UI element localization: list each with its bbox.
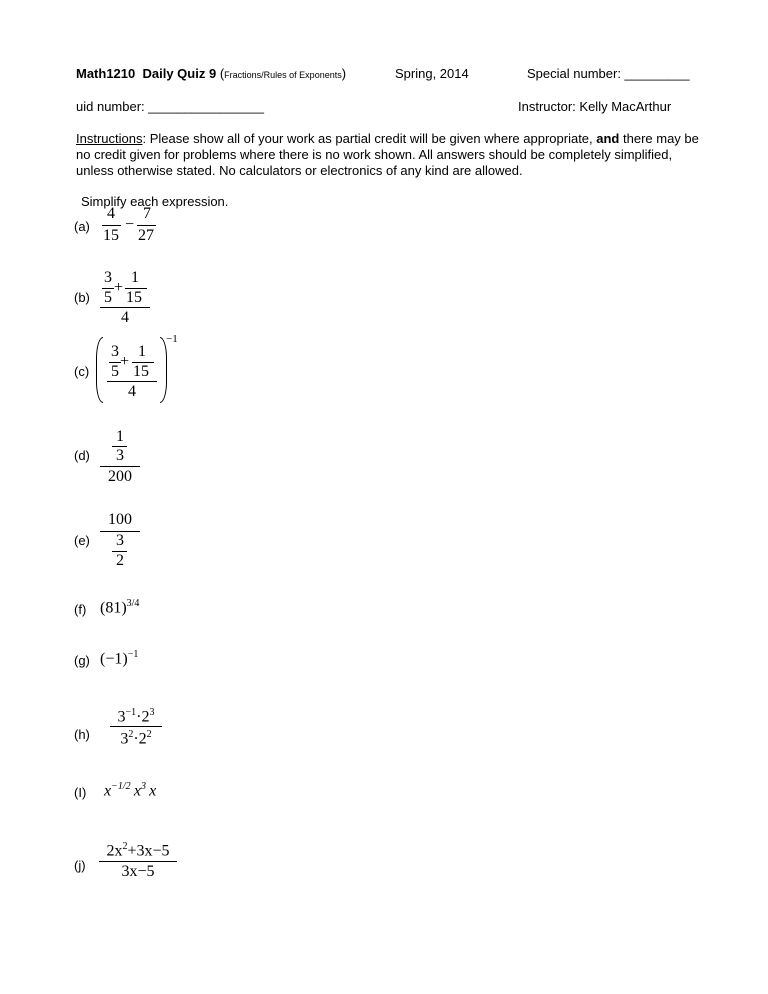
course-code: Math1210 — [76, 66, 136, 81]
problem-e-den1: 2 — [116, 552, 124, 569]
problem-i-label: (I) — [74, 785, 87, 800]
instructions-text-a: : Please show all of your work as partial credit will be given where appropriate, — [142, 131, 597, 146]
problem-d-label: (d) — [74, 448, 90, 463]
problem-j-denominator: 3x−5 — [121, 863, 155, 880]
problem-e-label: (e) — [74, 533, 90, 548]
term: Spring, 2014 — [395, 66, 469, 81]
quiz-title: Math1210 Daily Quiz 9 (Fractions/Rules of Exponents) — [76, 66, 347, 81]
problem-a-den1: 15 — [103, 227, 119, 244]
problem-b-num2: 1 — [131, 269, 139, 286]
quiz-topic: Fractions/Rules of Exponents — [224, 70, 342, 80]
problem-c-den: 4 — [128, 383, 136, 400]
problem-c-op: + — [120, 353, 130, 370]
problem-h-denominator: $3^2\cdot 2^2$ — [120, 729, 152, 748]
problem-j-label: (j) — [74, 858, 86, 873]
problem-c-num2: 1 — [138, 343, 146, 360]
prompt: Simplify each expression. — [81, 194, 229, 209]
problem-h-label: (h) — [74, 727, 90, 742]
problem-d-den1: 3 — [116, 447, 124, 464]
problem-b-den2: 15 — [126, 289, 142, 306]
quiz-name: Daily Quiz 9 — [142, 66, 217, 81]
problem-b-op: + — [114, 279, 124, 296]
problem-g-label: (g) — [74, 653, 90, 668]
problem-f-expr: $(81)^{3/4}$ — [100, 598, 140, 617]
problem-c-left-paren — [96, 337, 103, 403]
problem-g-expr: $(-1)^{-1}$ — [100, 649, 139, 668]
problem-f-exponent: 3/4 — [126, 598, 140, 609]
uid-number-field: uid number: ________________ — [76, 99, 264, 114]
problem-g-base: −1 — [105, 650, 123, 668]
problem-a-den2: 27 — [138, 227, 154, 244]
problem-b-den: 4 — [121, 309, 129, 326]
special-number-field: Special number: _________ — [527, 66, 690, 81]
problem-a-num2: 7 — [143, 205, 151, 222]
problem-b-label: (b) — [74, 290, 90, 305]
problem-a-op: − — [125, 216, 135, 233]
instructions-emphasis: and — [596, 131, 620, 146]
problem-c-den1: 5 — [111, 363, 119, 380]
problem-c-exponent: −1 — [166, 333, 178, 345]
problem-g-exponent: −1 — [127, 649, 139, 660]
problem-c-label: (c) — [74, 364, 90, 379]
problem-d-den: 200 — [108, 468, 132, 485]
instructions-text-b: there may be no credit given for problems where there is no work shown. All answers should be completely simplified, unless otherwise stated. No calculators or electronics of any kind are allowed. — [76, 131, 699, 178]
problem-j-numerator: $2x^2+3x-5$ — [106, 841, 170, 860]
instructions-heading: Instructions — [76, 131, 143, 146]
problem-d-num1: 1 — [116, 428, 124, 445]
problem-e-num: 100 — [108, 511, 132, 528]
problem-i-expr: $x^{-1/2}$ $x^3$ x — [104, 781, 157, 800]
problem-b-den1: 5 — [104, 289, 112, 306]
problem-e-num1: 3 — [116, 532, 124, 549]
instructions — [76, 131, 706, 179]
problem-f-label: (f) — [74, 602, 87, 617]
instructor: Instructor: Kelly MacArthur — [518, 99, 672, 114]
problem-c-right-paren — [160, 337, 167, 403]
problem-c-den2: 15 — [133, 363, 149, 380]
problem-c-num1: 3 — [111, 343, 119, 360]
problem-h-numerator: $3^{-1}\cdot 2^3$ — [117, 707, 155, 726]
problem-f-base: 81 — [105, 599, 122, 617]
problem-b-num1: 3 — [104, 269, 112, 286]
problem-a-label: (a) — [74, 219, 90, 234]
problem-a-num1: 4 — [107, 205, 115, 222]
